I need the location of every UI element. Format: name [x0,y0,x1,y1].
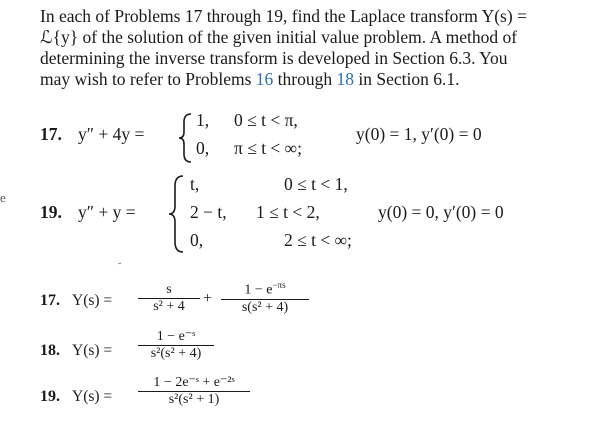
fraction-numerator: s [166,282,172,297]
fraction-denominator: s²(s² + 1) [168,392,220,407]
problem-17-number: 17. [40,124,62,144]
problem-19-equation: y″ + y = [78,202,136,222]
fraction-numerator: $1 - e^{-\pi s}$ [244,280,286,298]
answer-19-fraction [138,374,250,408]
problem-17-case-2-domain: π ≤ t < ∞; [234,138,303,158]
problem-instructions [40,6,596,90]
fraction-denominator: s(s² + 4) [241,299,289,315]
instructions-line-1: In each of Problems 17 through 19, find the Laplace transform Y(s) = [40,6,527,26]
problem-19-initial-conditions: y(0) = 0, y′(0) = 0 [378,202,504,222]
problem-16-link[interactable]: 16 [255,69,274,89]
answer-19-lhs: Y(s) = [72,388,113,405]
plus-sign: + [203,290,213,307]
left-brace-icon [168,174,186,254]
answer-18-number: 18. [40,342,60,359]
problem-19-case-3-value: 0, [190,230,204,250]
fraction-denominator: s² + 4 [153,299,185,314]
answer-19-number: 19. [40,388,60,405]
problem-17-equation: y″ + 4y = [78,124,145,144]
problem-19-number: 19. [40,202,62,222]
instructions-line-4-middle: through [273,69,337,89]
answer-17-fraction-2 [221,280,309,316]
problem-19-case-3-domain: 2 ≤ t < ∞; [284,230,352,250]
fraction-denominator: s²(s² + 4) [150,346,202,361]
problem-17-case-1-value: 1, [196,110,210,130]
tick-mark: ˘ [118,262,122,273]
answer-17-number: 17. [40,292,60,309]
instructions-line-4 [40,69,596,90]
problem-19-case-1-domain: 0 ≤ t < 1, [284,174,348,194]
answer-18-fraction [138,328,214,362]
problem-17-initial-conditions: y(0) = 1, y′(0) = 0 [356,124,482,144]
fraction-numerator: 1 − 2e⁻ˢ + e⁻²ˢ [153,375,235,390]
fraction-numerator: 1 − e⁻ˢ [156,329,196,344]
problem-19-case-2-value: 2 − t, [190,202,227,222]
left-brace-icon [178,112,194,164]
problem-18-link[interactable]: 18 [336,69,354,89]
problem-17-case-2-value: 0, [196,138,210,158]
answer-17-fraction-1 [138,282,200,315]
problem-19-case-2-domain: 1 ≤ t < 2, [256,202,320,222]
instructions-line-4-end: in Section 6.1. [354,69,460,89]
answer-17-lhs: Y(s) = [72,292,113,309]
problem-17-case-1-domain: 0 ≤ t < π, [234,110,298,130]
answer-18-lhs: Y(s) = [72,342,113,359]
margin-mark: e [0,190,6,205]
instructions-line-3: determining the inverse transform is developed in Section 6.3. You [40,48,508,68]
instructions-line-2: ℒ{y} of the solution of the given initial value problem. A method of [40,27,518,47]
instructions-line-4-text: may wish to refer to Problems [40,69,256,89]
problem-19-case-1-value: t, [190,174,200,194]
